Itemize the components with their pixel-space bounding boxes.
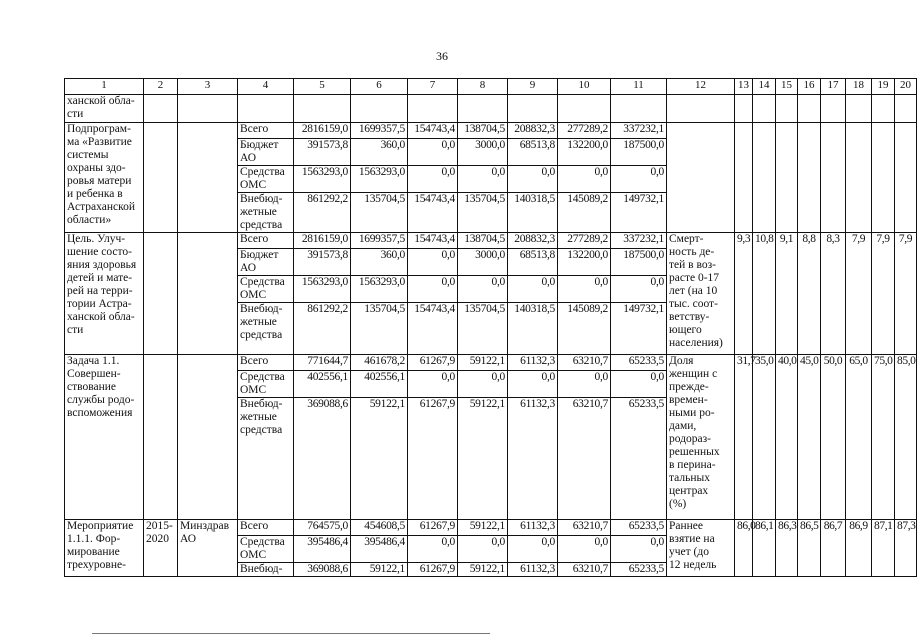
- target-value: 9,3: [735, 233, 753, 355]
- column-header-13: 13: [735, 79, 753, 95]
- empty-cell: [735, 95, 753, 123]
- period-cell: 2015- 2020: [144, 520, 178, 577]
- funding-value: 0,0: [408, 139, 458, 166]
- empty-cell: [294, 95, 351, 123]
- target-value: 85,0: [895, 355, 917, 520]
- program-table: [64, 78, 917, 577]
- funding-type: Внебюд- жетные средства: [238, 303, 294, 355]
- funding-value: 140318,5: [508, 193, 558, 233]
- target-value: 7,9: [895, 233, 917, 355]
- funding-value: 0,0: [508, 371, 558, 398]
- column-header-18: 18: [846, 79, 872, 95]
- executor-cell: [178, 355, 238, 520]
- target-value: [821, 123, 846, 233]
- column-header-7: 7: [408, 79, 458, 95]
- target-value: 7,9: [846, 233, 872, 355]
- funding-type: Всего: [238, 233, 294, 249]
- funding-value: 1563293,0: [294, 166, 351, 193]
- funding-value: 391573,8: [294, 249, 351, 276]
- column-header-3: 3: [178, 79, 238, 95]
- funding-type: Внебюд-: [238, 563, 294, 577]
- funding-value: 132200,0: [558, 249, 611, 276]
- target-value: [735, 123, 753, 233]
- table-row: [65, 233, 917, 249]
- column-header-6: 6: [351, 79, 408, 95]
- funding-value: 0,0: [408, 276, 458, 303]
- funding-value: 187500,0: [611, 139, 667, 166]
- funding-value: 402556,1: [351, 371, 408, 398]
- funding-value: 771644,7: [294, 355, 351, 371]
- funding-value: 135704,5: [351, 193, 408, 233]
- funding-value: 63210,7: [558, 563, 611, 577]
- funding-value: 138704,5: [458, 123, 508, 139]
- column-header-2: 2: [144, 79, 178, 95]
- funding-value: 65233,5: [611, 563, 667, 577]
- funding-value: 3000,0: [458, 139, 508, 166]
- funding-value: 208832,3: [508, 123, 558, 139]
- funding-type: Всего: [238, 520, 294, 536]
- funding-type: Бюджет АО: [238, 139, 294, 166]
- funding-value: 395486,4: [294, 536, 351, 563]
- funding-value: 68513,8: [508, 249, 558, 276]
- executor-cell: [178, 233, 238, 355]
- empty-cell: [458, 95, 508, 123]
- funding-value: 63210,7: [558, 398, 611, 520]
- funding-value: 3000,0: [458, 249, 508, 276]
- column-header-12: 12: [667, 79, 735, 95]
- funding-value: 59122,1: [458, 563, 508, 577]
- period-cell: [144, 233, 178, 355]
- table-body: [65, 79, 917, 577]
- empty-cell: [611, 95, 667, 123]
- empty-cell: [508, 95, 558, 123]
- empty-cell: [667, 95, 735, 123]
- funding-value: 0,0: [508, 276, 558, 303]
- funding-value: 135704,5: [351, 303, 408, 355]
- funding-value: 61132,3: [508, 355, 558, 371]
- target-value: [872, 123, 895, 233]
- funding-value: 61132,3: [508, 398, 558, 520]
- empty-cell: [351, 95, 408, 123]
- funding-value: 149732,1: [611, 193, 667, 233]
- empty-cell: [872, 95, 895, 123]
- funding-value: 0,0: [558, 166, 611, 193]
- funding-value: 0,0: [611, 166, 667, 193]
- column-header-17: 17: [821, 79, 846, 95]
- funding-value: 1563293,0: [294, 276, 351, 303]
- funding-value: 391573,8: [294, 139, 351, 166]
- target-value: 75,0: [872, 355, 895, 520]
- funding-value: 63210,7: [558, 355, 611, 371]
- table-row: [65, 520, 917, 536]
- funding-value: 461678,2: [351, 355, 408, 371]
- funding-value: 132200,0: [558, 139, 611, 166]
- funding-value: 277289,2: [558, 233, 611, 249]
- funding-value: 154743,4: [408, 233, 458, 249]
- executor-cell: Минздрав АО: [178, 520, 238, 577]
- funding-type: Внебюд- жетные средства: [238, 193, 294, 233]
- target-value: 7,9: [872, 233, 895, 355]
- funding-value: 402556,1: [294, 371, 351, 398]
- target-value: 35,0: [753, 355, 776, 520]
- funding-type: Внебюд- жетные средства: [238, 398, 294, 520]
- funding-value: 0,0: [508, 536, 558, 563]
- funding-value: 135704,5: [458, 303, 508, 355]
- funding-value: 1699357,5: [351, 123, 408, 139]
- column-header-19: 19: [872, 79, 895, 95]
- funding-value: 0,0: [611, 276, 667, 303]
- row-name: Цель. Улуч- шение состо- яния здоровья детей и мате- рей на терри- тории Астра- ханской обла- сти: [65, 233, 144, 355]
- funding-value: 360,0: [351, 249, 408, 276]
- funding-value: 369088,6: [294, 563, 351, 577]
- continuation-label: ханской обла- сти: [65, 95, 144, 123]
- target-value: 8,8: [798, 233, 821, 355]
- funding-value: 65233,5: [611, 355, 667, 371]
- funding-type: Бюджет АО: [238, 249, 294, 276]
- funding-value: 0,0: [558, 276, 611, 303]
- column-header-5: 5: [294, 79, 351, 95]
- funding-value: 337232,1: [611, 123, 667, 139]
- target-value: [798, 123, 821, 233]
- funding-value: 59122,1: [458, 520, 508, 536]
- row-name: Задача 1.1. Совершен- ствование службы родо- вспоможения: [65, 355, 144, 520]
- target-value: [776, 123, 798, 233]
- period-cell: [144, 355, 178, 520]
- continuation-row: [65, 95, 917, 123]
- executor-cell: [178, 123, 238, 233]
- empty-cell: [798, 95, 821, 123]
- target-value: 86,0: [735, 520, 753, 577]
- empty-cell: [144, 95, 178, 123]
- column-header-16: 16: [798, 79, 821, 95]
- period-cell: [144, 123, 178, 233]
- funding-type: Всего: [238, 123, 294, 139]
- funding-value: 59122,1: [351, 563, 408, 577]
- funding-value: 65233,5: [611, 398, 667, 520]
- funding-value: 61267,9: [408, 355, 458, 371]
- target-value: 45,0: [798, 355, 821, 520]
- target-value: 87,1: [872, 520, 895, 577]
- funding-value: 149732,1: [611, 303, 667, 355]
- target-value: [753, 123, 776, 233]
- target-value: 86,1: [753, 520, 776, 577]
- empty-cell: [558, 95, 611, 123]
- target-value: 86,9: [846, 520, 872, 577]
- funding-type: Средства ОМС: [238, 276, 294, 303]
- indicator-cell: Доля женщин с прежде- времен- ными ро- дами, родораз- решенных в перина- тальных центрах (%): [667, 355, 735, 520]
- funding-value: 61267,9: [408, 563, 458, 577]
- funding-value: 1699357,5: [351, 233, 408, 249]
- funding-type: Средства ОМС: [238, 166, 294, 193]
- funding-value: 2816159,0: [294, 123, 351, 139]
- funding-value: 61132,3: [508, 563, 558, 577]
- empty-cell: [776, 95, 798, 123]
- funding-value: 360,0: [351, 139, 408, 166]
- row-name: Подпрограм- ма «Развитие системы охраны здо- ровья матери и ребенка в Астраханской области»: [65, 123, 144, 233]
- target-value: 8,3: [821, 233, 846, 355]
- target-value: 86,3: [776, 520, 798, 577]
- funding-value: 208832,3: [508, 233, 558, 249]
- empty-cell: [238, 95, 294, 123]
- funding-value: 337232,1: [611, 233, 667, 249]
- column-header-4: 4: [238, 79, 294, 95]
- target-value: 87,3: [895, 520, 917, 577]
- funding-value: 154743,4: [408, 193, 458, 233]
- funding-value: 65233,5: [611, 520, 667, 536]
- column-header-15: 15: [776, 79, 798, 95]
- empty-cell: [821, 95, 846, 123]
- funding-value: 145089,2: [558, 303, 611, 355]
- funding-value: 369088,6: [294, 398, 351, 520]
- funding-value: 395486,4: [351, 536, 408, 563]
- funding-value: 0,0: [458, 371, 508, 398]
- funding-value: 59122,1: [351, 398, 408, 520]
- target-value: 40,0: [776, 355, 798, 520]
- funding-value: 0,0: [408, 249, 458, 276]
- funding-value: 0,0: [558, 536, 611, 563]
- column-header-14: 14: [753, 79, 776, 95]
- funding-value: 861292,2: [294, 303, 351, 355]
- funding-value: 154743,4: [408, 123, 458, 139]
- target-value: 50,0: [821, 355, 846, 520]
- target-value: 10,8: [753, 233, 776, 355]
- funding-value: 61267,9: [408, 398, 458, 520]
- indicator-cell: Смерт- ность де- тей в воз- расте 0-17 лет (на 10 тыс. соот- ветству- ющего населения): [667, 233, 735, 355]
- column-header-11: 11: [611, 79, 667, 95]
- funding-value: 0,0: [458, 166, 508, 193]
- empty-cell: [846, 95, 872, 123]
- target-value: 65,0: [846, 355, 872, 520]
- funding-value: 0,0: [611, 371, 667, 398]
- funding-value: 2816159,0: [294, 233, 351, 249]
- row-name: Мероприятие 1.1.1. Фор- мирование трехуровне-: [65, 520, 144, 577]
- funding-value: 63210,7: [558, 520, 611, 536]
- target-value: 86,5: [798, 520, 821, 577]
- table-row: [65, 123, 917, 139]
- funding-value: 277289,2: [558, 123, 611, 139]
- funding-value: 61132,3: [508, 520, 558, 536]
- column-header-8: 8: [458, 79, 508, 95]
- column-header-10: 10: [558, 79, 611, 95]
- funding-type: Всего: [238, 355, 294, 371]
- column-header-9: 9: [508, 79, 558, 95]
- funding-value: 0,0: [408, 371, 458, 398]
- funding-value: 0,0: [408, 166, 458, 193]
- funding-value: 140318,5: [508, 303, 558, 355]
- empty-cell: [753, 95, 776, 123]
- funding-value: 0,0: [508, 166, 558, 193]
- funding-value: 861292,2: [294, 193, 351, 233]
- target-value: [895, 123, 917, 233]
- funding-value: 1563293,0: [351, 166, 408, 193]
- table-row: [65, 355, 917, 371]
- target-value: [846, 123, 872, 233]
- funding-value: 0,0: [558, 371, 611, 398]
- funding-value: 145089,2: [558, 193, 611, 233]
- indicator-cell: [667, 123, 735, 233]
- column-header-20: 20: [895, 79, 917, 95]
- header-row: [65, 79, 917, 95]
- funding-value: 0,0: [408, 536, 458, 563]
- target-value: 86,7: [821, 520, 846, 577]
- funding-value: 187500,0: [611, 249, 667, 276]
- target-value: 9,1: [776, 233, 798, 355]
- column-header-1: 1: [65, 79, 144, 95]
- bottom-rule: [92, 633, 490, 634]
- funding-value: 138704,5: [458, 233, 508, 249]
- funding-value: 764575,0: [294, 520, 351, 536]
- funding-value: 154743,4: [408, 303, 458, 355]
- target-value: 31,7: [735, 355, 753, 520]
- funding-value: 454608,5: [351, 520, 408, 536]
- funding-value: 59122,1: [458, 355, 508, 371]
- funding-value: 0,0: [611, 536, 667, 563]
- funding-type: Средства ОМС: [238, 536, 294, 563]
- funding-value: 59122,1: [458, 398, 508, 520]
- funding-value: 61267,9: [408, 520, 458, 536]
- funding-value: 0,0: [458, 276, 508, 303]
- empty-cell: [178, 95, 238, 123]
- page-number: 36: [436, 49, 448, 63]
- funding-value: 0,0: [458, 536, 508, 563]
- funding-value: 68513,8: [508, 139, 558, 166]
- funding-value: 135704,5: [458, 193, 508, 233]
- empty-cell: [895, 95, 917, 123]
- empty-cell: [408, 95, 458, 123]
- funding-type: Средства ОМС: [238, 371, 294, 398]
- funding-value: 1563293,0: [351, 276, 408, 303]
- indicator-cell: Раннее взятие на учет (до 12 недель: [667, 520, 735, 577]
